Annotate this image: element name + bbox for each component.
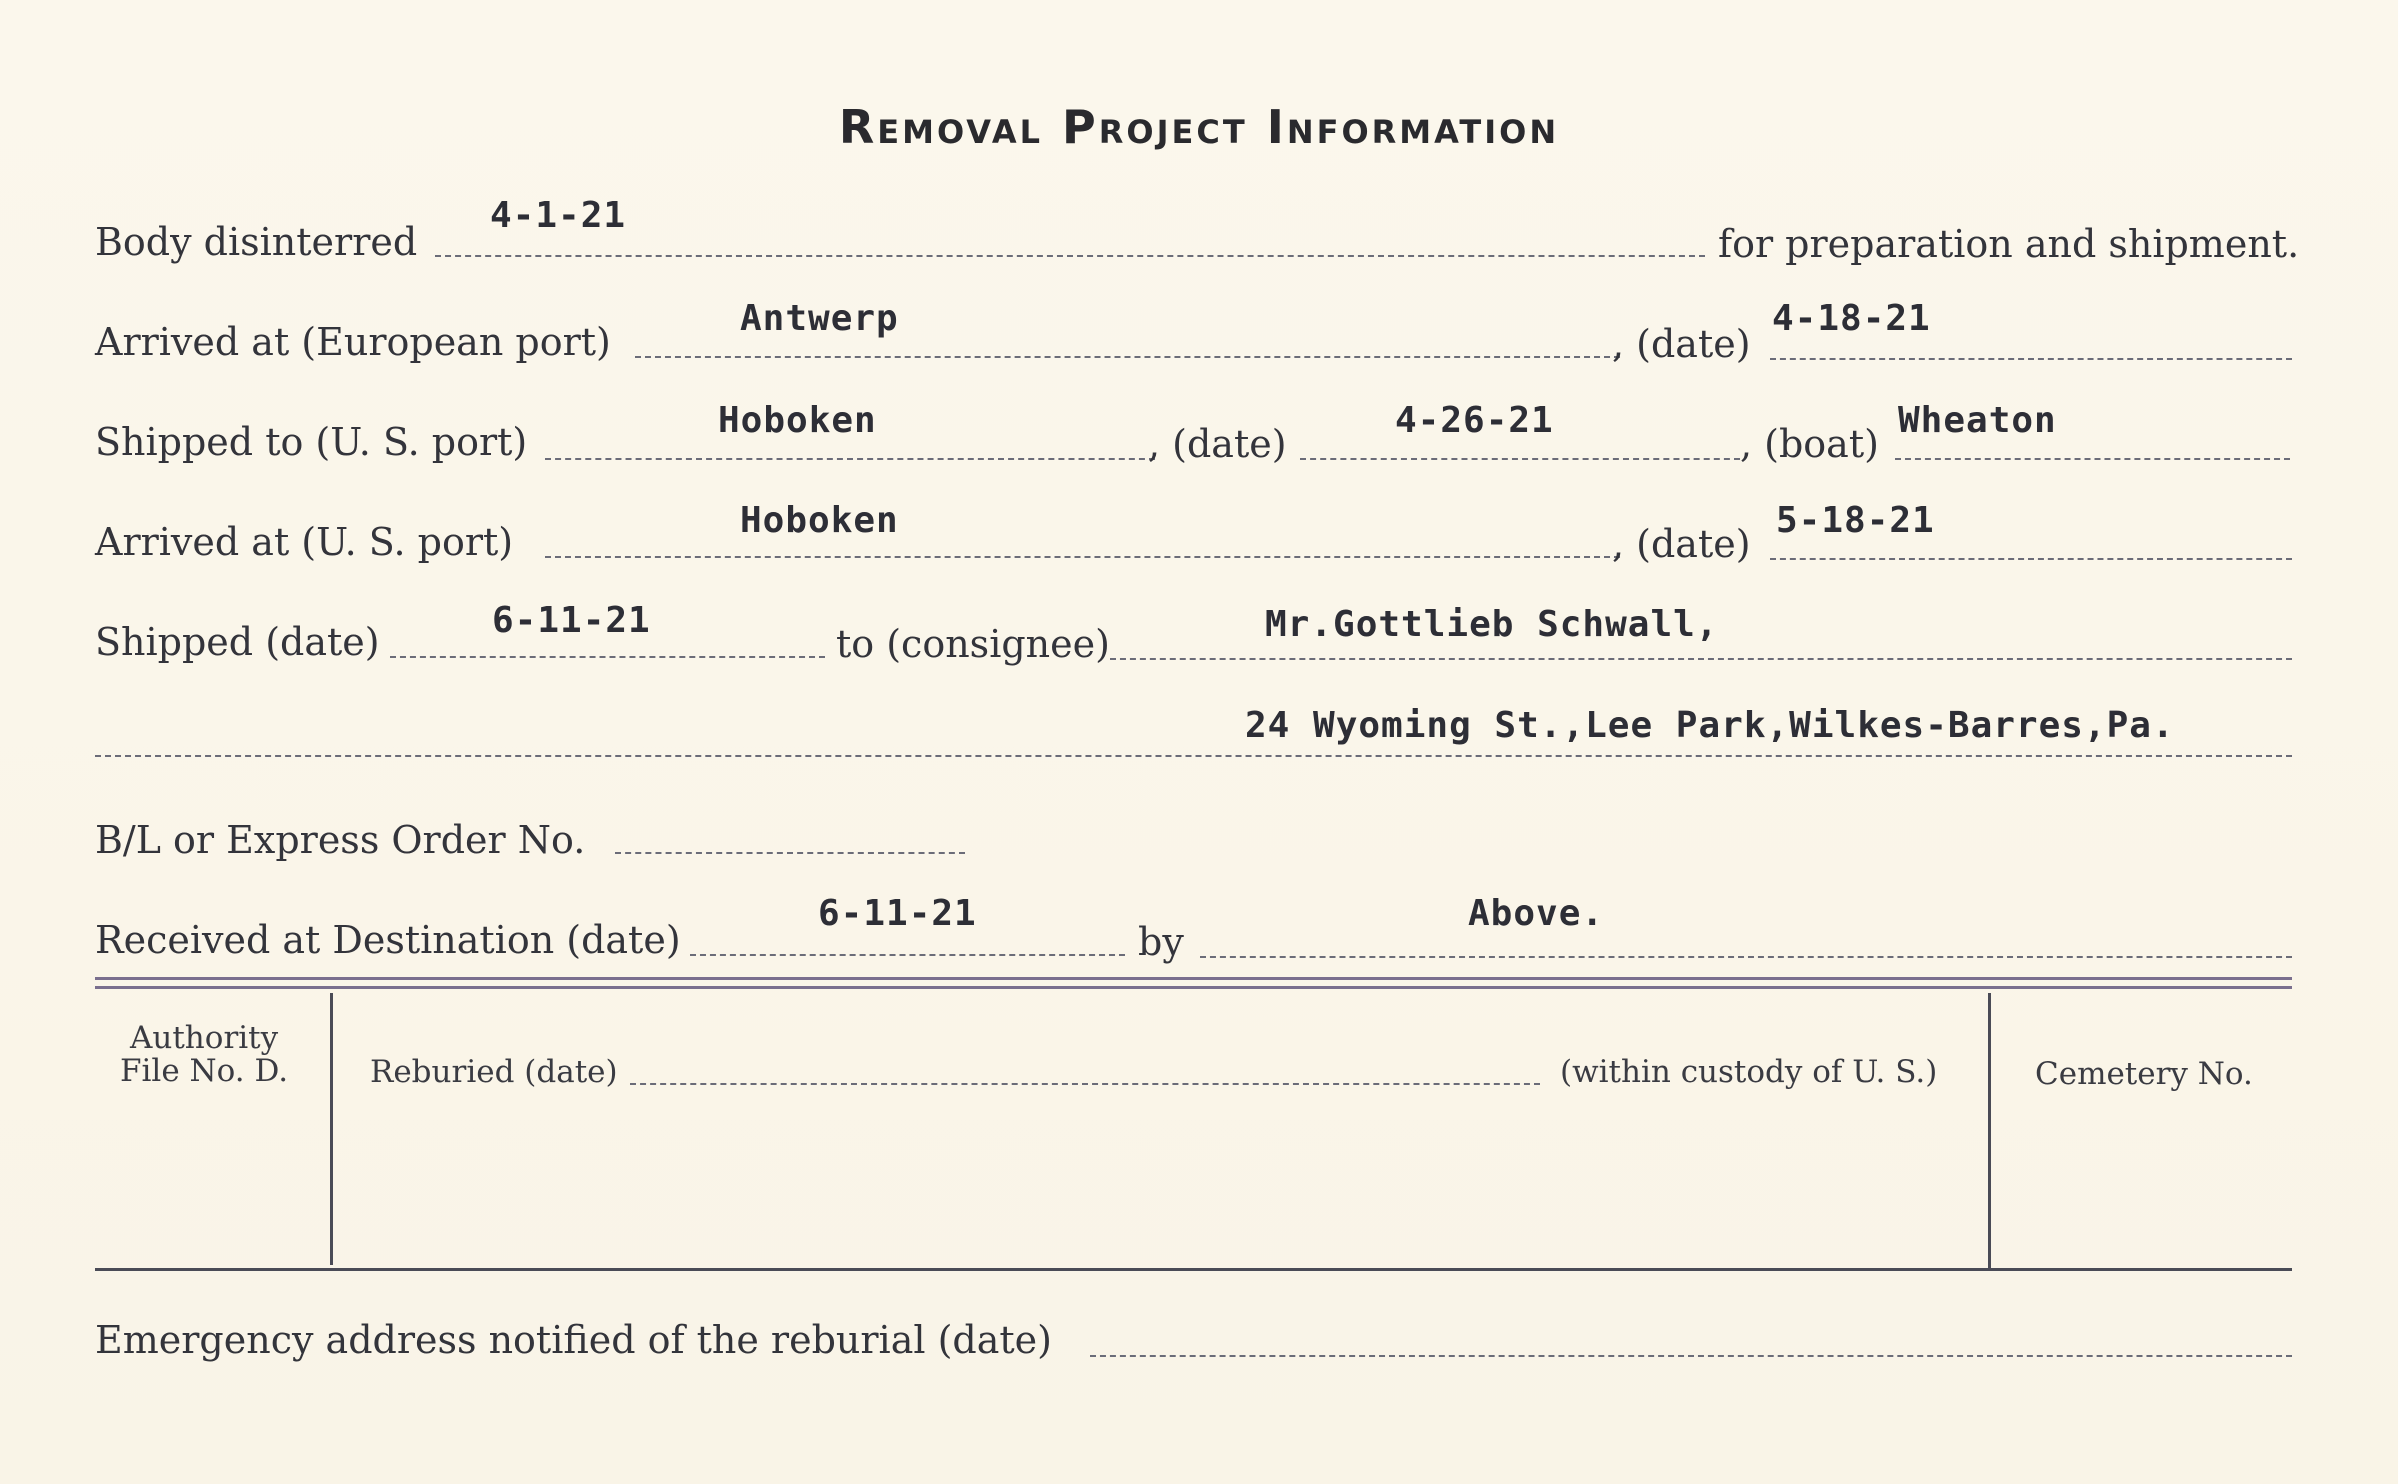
divider-bottom <box>95 986 2292 989</box>
consignee-address: 24 Wyoming St.,Lee Park,Wilkes-Barres,Pa. <box>1245 705 2175 746</box>
bl-label: B/L or Express Order No. <box>95 818 586 862</box>
reburied-label: Reburied (date) <box>370 1054 618 1090</box>
shipped-date-label: Shipped (date) <box>95 620 380 664</box>
shipped-date: 6-11-21 <box>492 600 651 641</box>
disinterred-suffix: for preparation and shipment. <box>1718 222 2300 266</box>
received-date: 6-11-21 <box>818 893 977 934</box>
disinterred-label: Body disinterred <box>95 220 418 264</box>
arrived-us-line <box>545 556 1620 558</box>
arrived-europe-line <box>635 356 1620 358</box>
custody-label: (within custody of U. S.) <box>1560 1054 1938 1090</box>
authority-label-2: File No. D. <box>120 1053 289 1089</box>
arrived-europe-date-line <box>1770 358 2292 360</box>
arrived-europe-port: Antwerp <box>740 298 899 339</box>
authority-label-1: Authority <box>130 1020 279 1056</box>
arrived-us-label: Arrived at (U. S. port) <box>95 520 514 564</box>
arrived-us-date-line <box>1770 558 2292 560</box>
shipped-us-label: Shipped to (U. S. port) <box>95 420 528 464</box>
emergency-label: Emergency address notified of the reburial (date) <box>95 1318 1052 1362</box>
box-bottom-rule <box>95 1268 2292 1271</box>
received-label: Received at Destination (date) <box>95 918 681 962</box>
reburied-line <box>630 1083 1540 1085</box>
divider-top <box>95 977 2292 980</box>
shipped-us-boat: Wheaton <box>1898 400 2057 441</box>
received-by-label: by <box>1138 920 1184 964</box>
shipped-date-line <box>390 656 825 658</box>
shipped-us-date: 4-26-21 <box>1395 400 1554 441</box>
consignee-line <box>1110 658 2292 660</box>
disinterred-date: 4-1-21 <box>490 195 627 236</box>
shipped-us-line <box>545 458 1155 460</box>
received-date-line <box>690 954 1125 956</box>
arrived-europe-date: 4-18-21 <box>1772 298 1931 339</box>
bl-line <box>615 852 965 854</box>
received-by: Above. <box>1468 893 1605 934</box>
emergency-line <box>1090 1355 2292 1357</box>
arrived-us-date: 5-18-21 <box>1776 500 1935 541</box>
disinterred-line <box>435 255 1705 257</box>
shipped-us-date-line <box>1300 458 1740 460</box>
address-line <box>95 755 2292 757</box>
received-by-line <box>1200 956 2292 958</box>
shipped-us-date-label: , (date) <box>1148 422 1287 466</box>
cemetery-label: Cemetery No. <box>2035 1056 2253 1092</box>
box-right-divider <box>1988 993 1991 1268</box>
card-title: Removal Project Information <box>838 100 1560 154</box>
arrived-europe-date-label: , (date) <box>1612 322 1751 366</box>
shipped-us-boat-line <box>1895 458 2290 460</box>
consignee-name: Mr.Gottlieb Schwall, <box>1265 604 1719 645</box>
shipped-us-boat-label: , (boat) <box>1740 422 1879 466</box>
shipped-us-port: Hoboken <box>718 400 877 441</box>
arrived-us-date-label: , (date) <box>1612 522 1751 566</box>
arrived-us-port: Hoboken <box>740 500 899 541</box>
box-left-divider <box>330 993 333 1265</box>
arrived-europe-label: Arrived at (European port) <box>95 320 611 364</box>
consignee-label: to (consignee) <box>836 622 1110 666</box>
